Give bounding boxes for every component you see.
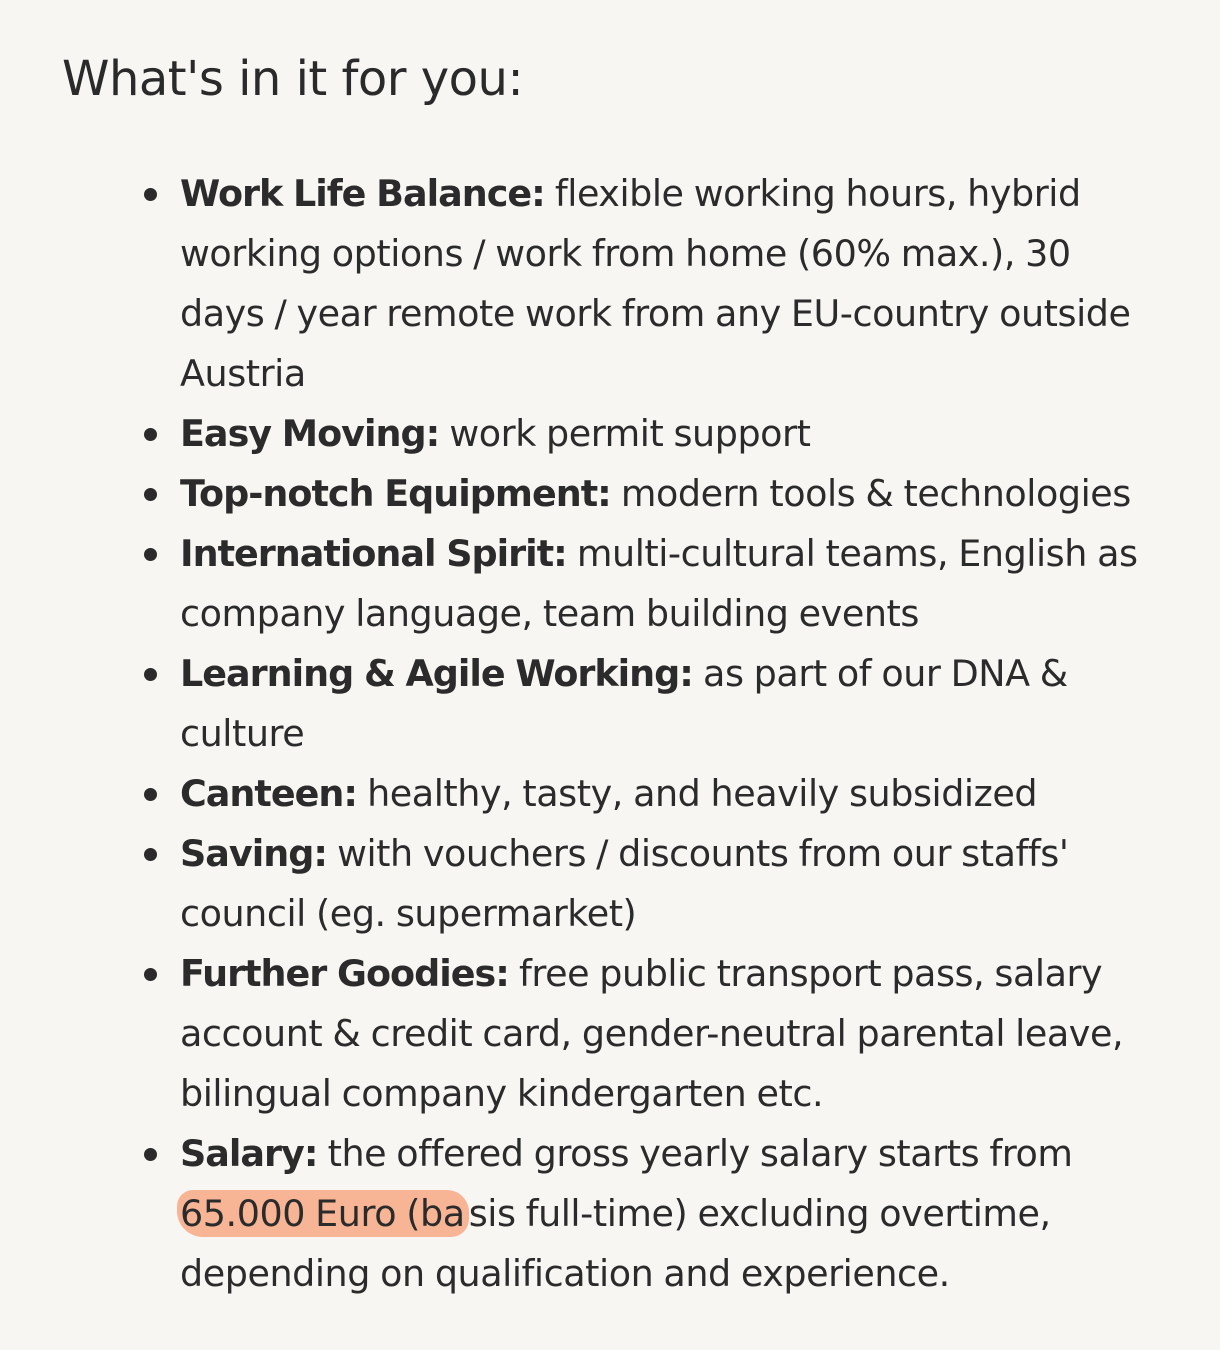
benefit-text: work permit support [439,412,811,455]
benefit-saving [180,824,1145,944]
bullet-icon [144,1148,157,1161]
benefit-learning-agile [180,644,1145,764]
benefit-text: flexible working hours, hybrid working options / work from home (60% max.), 30 days / year remote work from any EU-country outside Austria [180,172,1131,395]
bullet-icon [144,848,157,861]
benefit-term: Salary: [180,1132,318,1175]
section-heading: What's in it for you: [62,51,524,107]
bullet-icon [144,488,157,501]
benefit-term: Learning & Agile Working: [180,652,693,695]
benefit-text: with vouchers / discounts from our staffs' council (eg. supermarket) [180,832,1069,935]
benefit-term: Easy Moving: [180,412,440,455]
benefit-text: free public transport pass, salary account & credit card, gender-neutral parental leave, bilingual company kindergarten etc. [180,952,1124,1115]
benefit-salary [180,1124,1145,1304]
benefit-term: Saving: [180,832,327,875]
benefit-term: Canteen: [180,772,357,815]
benefit-work-life-balance [180,164,1145,404]
benefit-term: Work Life Balance: [180,172,545,215]
benefit-further-goodies [180,944,1145,1124]
benefit-text: multi-cultural teams, English as company language, team building events [180,532,1138,635]
benefit-term: International Spirit: [180,532,567,575]
benefit-international-spirit [180,524,1145,644]
bullet-icon [144,668,157,681]
benefits-list [180,164,1145,1304]
benefit-term: Further Goodies: [180,952,509,995]
bullet-icon [144,968,157,981]
bullet-icon [144,428,157,441]
bullet-icon [144,548,157,561]
benefit-text: the offered gross yearly salary starts from [317,1132,1073,1175]
benefit-canteen [180,764,1145,824]
salary-highlight: 65.000 Euro (ba [177,1190,469,1237]
benefit-text: as part of our DNA & culture [180,652,1068,755]
bullet-icon [144,188,157,201]
benefit-text: modern tools & technologies [610,472,1131,515]
benefit-text: healthy, tasty, and heavily subsidized [356,772,1038,815]
benefit-term: Top-notch Equipment: [180,472,611,515]
benefit-equipment [180,464,1145,524]
bullet-icon [144,788,157,801]
benefit-text: sis full-time) excluding overtime, depending on qualification and experience. [180,1192,1051,1295]
benefit-easy-moving [180,404,1145,464]
